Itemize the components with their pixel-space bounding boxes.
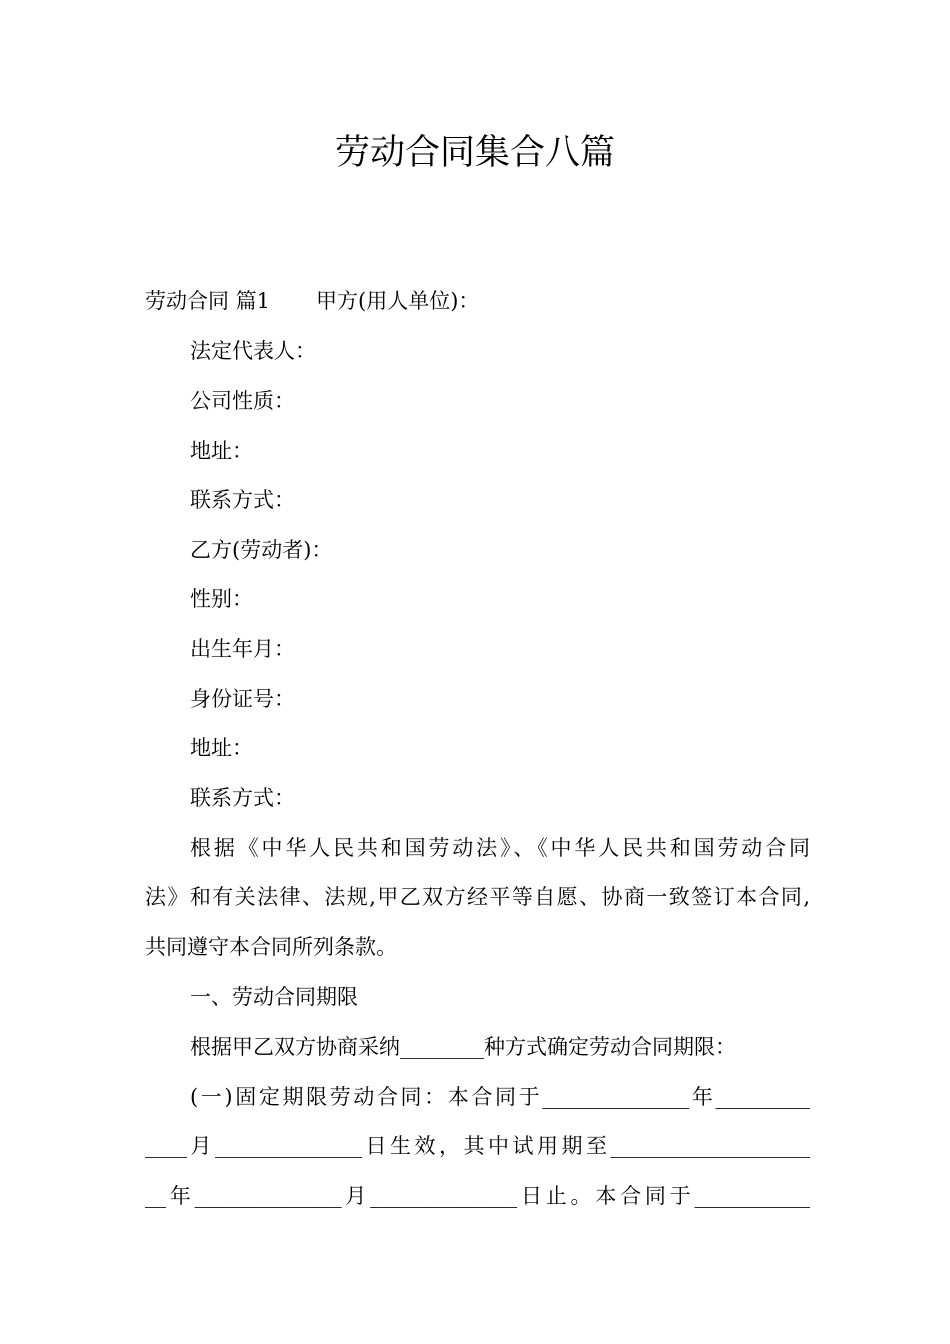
fixed-term-line-2: ____月______________日生效，其中试用期至___________________ bbox=[145, 1134, 810, 1158]
section-heading-line bbox=[145, 286, 810, 316]
document-title: 劳动合同集合八篇 bbox=[334, 133, 615, 173]
preamble-line-2: 法》和有关法律、法规,甲乙双方经平等自愿、协商一致签订本合同, bbox=[145, 885, 810, 909]
clause-1-heading: 一、劳动合同期限 bbox=[190, 985, 358, 1009]
party-a-address-field: 地址： bbox=[190, 439, 253, 463]
preamble-line-3: 共同遵守本合同所列条款。 bbox=[145, 935, 397, 959]
clause-1-intro: 根据甲乙双方协商采纳________种方式确定劳动合同期限： bbox=[190, 1035, 736, 1059]
fixed-term-line-1: (一)固定期限劳动合同：本合同于______________年_________ bbox=[190, 1085, 810, 1109]
party-a-contact-field: 联系方式： bbox=[190, 488, 295, 512]
birth-date-field: 出生年月： bbox=[190, 637, 295, 661]
party-a-label: 甲方(用人单位)： bbox=[316, 289, 480, 313]
party-b-address-field: 地址： bbox=[190, 736, 253, 760]
party-b-contact-field: 联系方式： bbox=[190, 786, 295, 810]
id-number-field: 身份证号： bbox=[190, 687, 295, 711]
preamble-line-1: 根据《中华人民共和国劳动法》、《中华人民共和国劳动合同 bbox=[190, 836, 810, 860]
gender-field: 性别： bbox=[190, 587, 253, 611]
company-nature-field: 公司性质： bbox=[190, 389, 295, 413]
fixed-term-line-3: __年______________月______________日止。本合同于___________ bbox=[145, 1184, 810, 1208]
section-heading: 劳动合同 篇1 bbox=[145, 289, 271, 313]
party-b-label: 乙方(劳动者)： bbox=[190, 538, 333, 562]
legal-representative-field: 法定代表人： bbox=[190, 339, 316, 363]
